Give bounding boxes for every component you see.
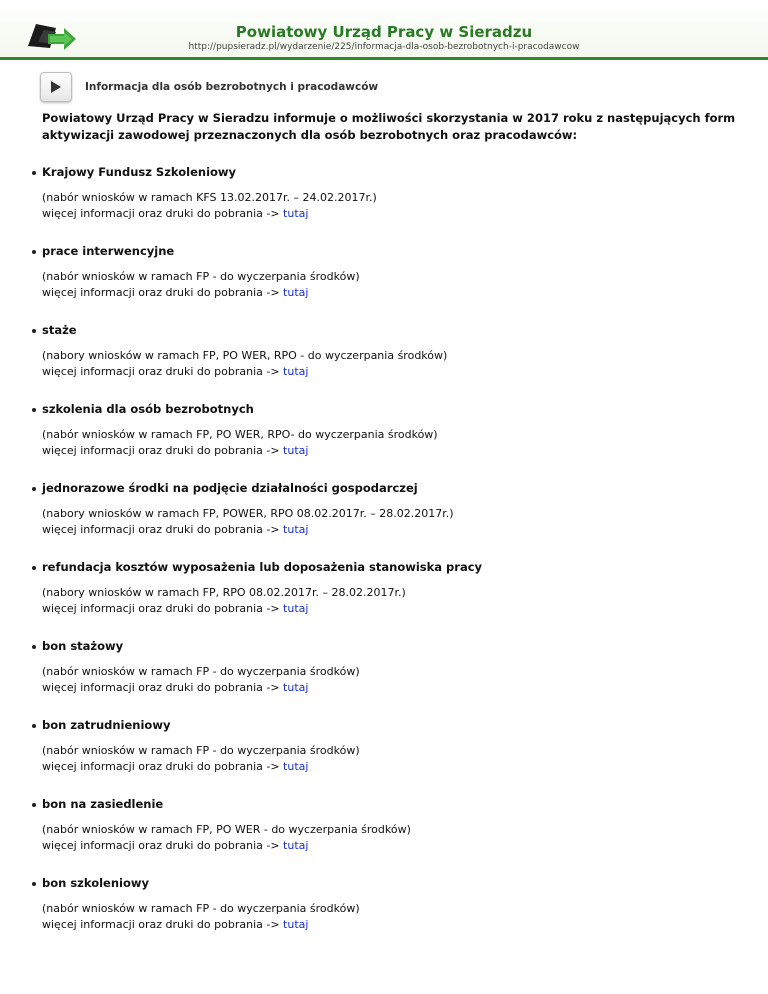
item-note: (nabory wniosków w ramach FP, POWER, RPO 08.02.2017r. – 28.02.2017r.) <box>42 507 454 520</box>
item-title <box>32 875 742 892</box>
bullet-icon <box>32 250 36 254</box>
item-note: (nabór wniosków w ramach FP - do wyczerpania środków) <box>42 744 360 757</box>
item-title <box>32 796 742 813</box>
details-link[interactable]: tutaj <box>283 760 309 773</box>
item-more-text: więcej informacji oraz druki do pobrania -> <box>42 286 280 299</box>
article-content <box>42 110 742 954</box>
item-more <box>42 759 742 775</box>
item-title-text: bon na zasiedlenie <box>42 797 164 811</box>
item-note: (nabory wniosków w ramach FP, PO WER, RPO - do wyczerpania środków) <box>42 349 448 362</box>
item-more <box>42 443 742 459</box>
item-title-text: bon zatrudnieniowy <box>42 718 171 732</box>
item-title-text: prace interwencyjne <box>42 244 175 258</box>
item-title-text: jednorazowe środki na podjęcie działalności gospodarczej <box>42 481 418 495</box>
details-link[interactable]: tutaj <box>283 286 309 299</box>
item-more-text: więcej informacji oraz druki do pobrania -> <box>42 365 280 378</box>
item-title <box>32 322 742 339</box>
item-more <box>42 838 742 854</box>
list-item <box>42 480 742 559</box>
item-title <box>32 717 742 734</box>
site-title: Powiatowy Urząd Pracy w Sieradzu <box>235 23 533 41</box>
bullet-icon <box>32 408 36 412</box>
item-note: (nabór wniosków w ramach FP - do wyczerpania środków) <box>42 270 360 283</box>
details-link[interactable]: tutaj <box>283 207 309 220</box>
item-title <box>32 164 742 181</box>
item-title-text: Krajowy Fundusz Szkoleniowy <box>42 165 237 179</box>
item-note: (nabór wniosków w ramach FP, PO WER, RPO- do wyczerpania środków) <box>42 428 438 441</box>
item-note: (nabory wniosków w ramach FP, RPO 08.02.2017r. – 28.02.2017r.) <box>42 586 406 599</box>
item-more-text: więcej informacji oraz druki do pobrania -> <box>42 839 280 852</box>
details-link[interactable]: tutaj <box>283 681 309 694</box>
article-arrow-button[interactable] <box>40 72 72 102</box>
item-title-text: bon stażowy <box>42 639 124 653</box>
item-title <box>32 401 742 418</box>
list-item <box>42 164 742 243</box>
item-title-text: staże <box>42 323 77 337</box>
arrow-right-icon <box>50 80 62 94</box>
bullet-icon <box>32 645 36 649</box>
activation-forms-list <box>42 164 742 954</box>
item-note: (nabór wniosków w ramach FP, PO WER - do wyczerpania środków) <box>42 823 411 836</box>
item-note: (nabór wniosków w ramach FP - do wyczerpania środków) <box>42 902 360 915</box>
item-title-text: refundacja kosztów wyposażenia lub doposażenia stanowiska pracy <box>42 560 483 574</box>
bullet-icon <box>32 882 36 886</box>
list-item <box>42 875 742 954</box>
bullet-icon <box>32 171 36 175</box>
item-more <box>42 285 742 301</box>
details-link[interactable]: tutaj <box>283 839 309 852</box>
item-more-text: więcej informacji oraz druki do pobrania -> <box>42 207 280 220</box>
item-more-text: więcej informacji oraz druki do pobrania -> <box>42 918 280 931</box>
item-title <box>32 638 742 655</box>
item-title-text: szkolenia dla osób bezrobotnych <box>42 402 254 416</box>
item-more <box>42 206 742 222</box>
item-more <box>42 364 742 380</box>
item-more <box>42 917 742 933</box>
details-link[interactable]: tutaj <box>283 444 309 457</box>
bullet-icon <box>32 566 36 570</box>
bullet-icon <box>32 487 36 491</box>
item-more <box>42 522 742 538</box>
item-title-text: bon szkoleniowy <box>42 876 149 890</box>
list-item <box>42 796 742 875</box>
details-link[interactable]: tutaj <box>283 523 309 536</box>
list-item <box>42 401 742 480</box>
list-item <box>42 559 742 638</box>
list-item <box>42 717 742 796</box>
article-intro: Powiatowy Urząd Pracy w Sieradzu informuje o możliwości skorzystania w 2017 roku z następujących form aktywizacji zawodowej przeznaczonych dla osób bezrobotnych oraz pracodawców: <box>42 111 736 142</box>
details-link[interactable]: tutaj <box>283 602 309 615</box>
list-item <box>42 638 742 717</box>
item-more-text: więcej informacji oraz druki do pobrania -> <box>42 523 280 536</box>
item-more-text: więcej informacji oraz druki do pobrania -> <box>42 444 280 457</box>
item-title <box>32 559 742 576</box>
page-url: http://pupsieradz.pl/wydarzenie/225/informacja-dla-osob-bezrobotnych-i-pracodawcow <box>188 42 580 52</box>
item-note: (nabór wniosków w ramach FP - do wyczerpania środków) <box>42 665 360 678</box>
page-header <box>0 0 768 60</box>
details-link[interactable]: tutaj <box>283 365 309 378</box>
article-title: Informacja dla osób bezrobotnych i pracodawców <box>85 81 379 93</box>
item-title <box>32 480 742 497</box>
bullet-icon <box>32 724 36 728</box>
item-note: (nabór wniosków w ramach KFS 13.02.2017r. – 24.02.2017r.) <box>42 191 377 204</box>
list-item <box>42 322 742 401</box>
list-item <box>42 243 742 322</box>
details-link[interactable]: tutaj <box>283 918 309 931</box>
bullet-icon <box>32 329 36 333</box>
item-more-text: więcej informacji oraz druki do pobrania -> <box>42 760 280 773</box>
item-title <box>32 243 742 260</box>
bullet-icon <box>32 803 36 807</box>
item-more-text: więcej informacji oraz druki do pobrania -> <box>42 681 280 694</box>
item-more <box>42 680 742 696</box>
item-more <box>42 601 742 617</box>
item-more-text: więcej informacji oraz druki do pobrania -> <box>42 602 280 615</box>
